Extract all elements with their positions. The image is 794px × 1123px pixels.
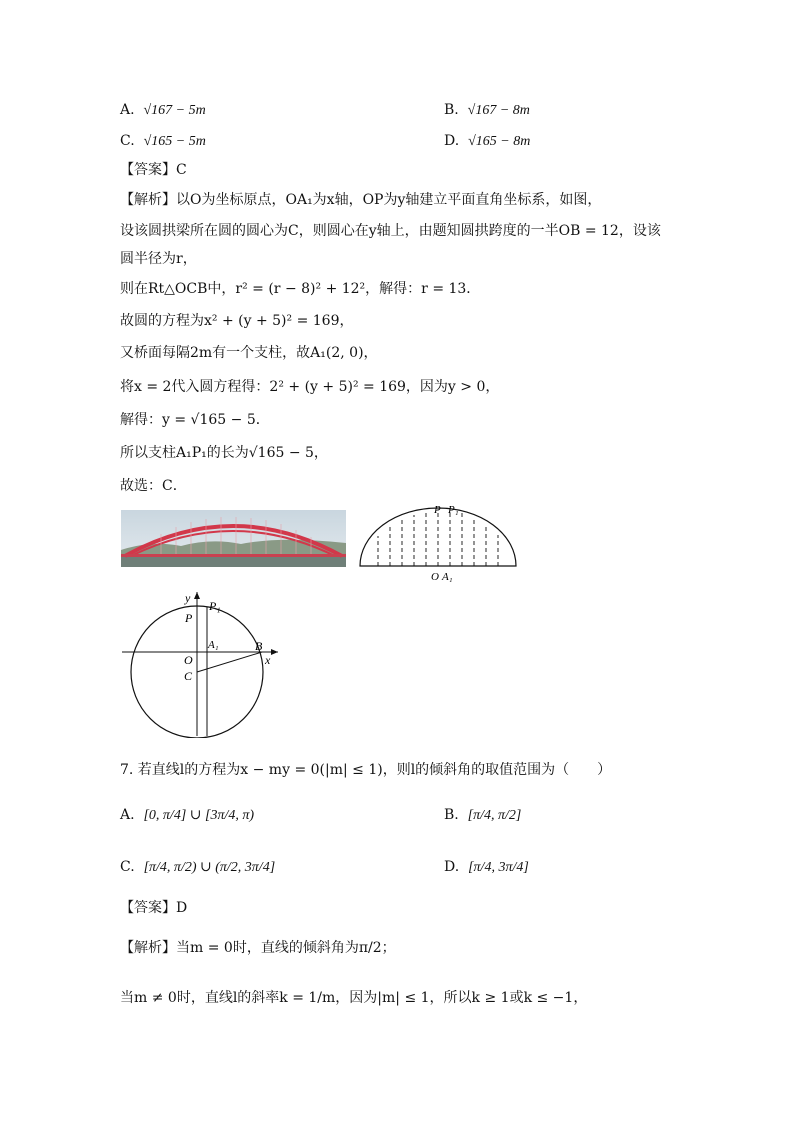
option-label: C.	[120, 859, 135, 875]
coord-label-c: C	[184, 669, 193, 683]
arch-label-p: P	[434, 504, 441, 516]
arch-diagram	[356, 500, 521, 588]
option-expr: √167 − 5m	[143, 103, 206, 118]
q7-option-a	[120, 805, 254, 826]
q6-option-d	[444, 131, 530, 152]
q6-option-b	[444, 100, 530, 121]
option-expr: [0, π/4] ∪ [3π/4, π)	[143, 808, 255, 823]
option-label: B.	[444, 807, 459, 823]
option-expr: √165 − 8m	[468, 134, 531, 149]
bridge-photo	[121, 510, 346, 567]
option-label: A.	[120, 102, 135, 118]
arch-label-a1: A₁	[442, 571, 453, 583]
q7-answer: 【答案】D	[120, 900, 188, 916]
q6-analysis-line-4: 则在Rt△OCB中，r² = (r − 8)² + 12²，解得：r = 13．	[120, 281, 481, 297]
option-expr: [π/4, 3π/4]	[468, 860, 529, 875]
q7-stem: 7. 若直线l的方程为x − my = 0(|m| ≤ 1)，则l的倾斜角的取值范围为（ ）	[120, 762, 612, 778]
coord-label-y: y	[185, 591, 191, 605]
q6-answer: 【答案】C	[120, 162, 187, 178]
q6-analysis-line-5: 故圆的方程为x² + (y + 5)² = 169，	[120, 313, 354, 329]
q6-option-a	[120, 100, 206, 121]
bridge-photo-drawing	[121, 510, 346, 567]
coord-label-p1: P₁	[209, 599, 221, 613]
option-label: D.	[444, 133, 460, 149]
q7-analysis-line-2: 当m ≠ 0时，直线l的斜率k = 1/m，因为|m| ≤ 1，所以k ≥ 1或k ≤ −1，	[120, 990, 588, 1006]
coordinate-diagram-drawing	[118, 588, 288, 738]
q6-analysis-line-2: 设该圆拱梁所在圆的圆心为C，则圆心在y轴上，由题知圆拱跨度的一半OB = 12，设该	[120, 223, 661, 239]
coordinate-diagram	[118, 588, 288, 738]
q6-option-c	[120, 131, 206, 152]
arch-label-o: O	[431, 571, 439, 583]
q6-analysis-line-8: 解得：y = √165 − 5．	[120, 412, 270, 428]
q6-analysis-line-7: 将x = 2代入圆方程得：2² + (y + 5)² = 169，因为y > 0，	[120, 379, 500, 395]
q7-option-b	[444, 805, 521, 826]
q7-option-c	[120, 857, 275, 878]
coord-label-p: P	[185, 611, 193, 625]
coord-label-o: O	[184, 653, 193, 667]
coord-label-x: x	[265, 653, 271, 667]
q7-option-d	[444, 857, 529, 878]
arch-diagram-drawing	[356, 500, 521, 588]
option-expr: √167 − 8m	[467, 103, 530, 118]
q6-analysis-line-10: 故选：C．	[120, 478, 187, 494]
coord-label-a1: A₁	[208, 639, 219, 651]
option-expr: √165 − 5m	[143, 134, 206, 149]
option-label: A.	[120, 807, 135, 823]
q6-analysis-line-9: 所以支柱A₁P₁的长为√165 − 5，	[120, 445, 328, 461]
q6-analysis-line-6: 又桥面每隔2m有一个支柱，故A₁(2, 0)，	[120, 345, 378, 361]
option-label: B.	[444, 102, 459, 118]
option-expr: [π/4, π/2) ∪ (π/2, 3π/4]	[143, 860, 276, 875]
option-label: D.	[444, 859, 460, 875]
q6-analysis-line-3: 圆半径为r，	[120, 251, 197, 267]
arch-label-p1: P₁	[448, 504, 459, 516]
coord-label-b: B	[255, 639, 263, 653]
q6-analysis-line-1: 【解析】以O为坐标原点，OA₁为x轴，OP为y轴建立平面直角坐标系，如图，	[120, 192, 602, 208]
option-label: C.	[120, 133, 135, 149]
q7-analysis-line-1: 【解析】当m = 0时，直线的倾斜角为π/2；	[120, 940, 396, 956]
option-expr: [π/4, π/2]	[467, 808, 522, 823]
